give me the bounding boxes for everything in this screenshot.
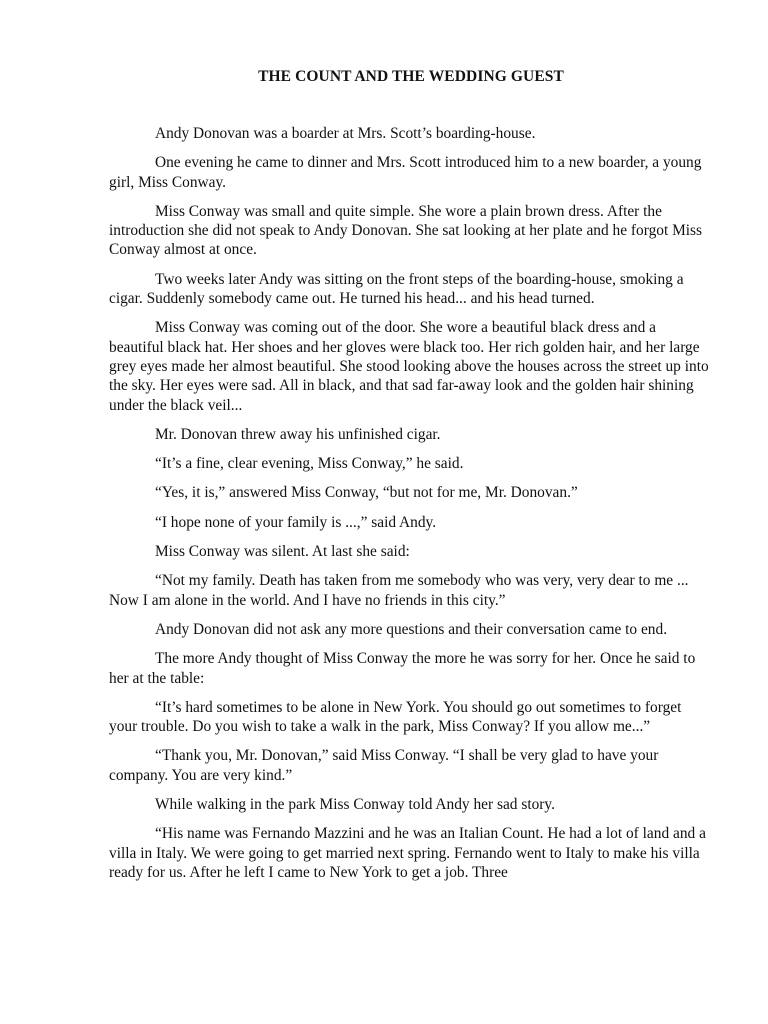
paragraph-7: “It’s a fine, clear evening, Miss Conway,” he said.	[155, 455, 464, 473]
paragraph-3: Miss Conway was small and quite simple. She wore a plain brown dress. After the introduction she did not speak to Andy Donovan. She sat looking at her plate and he forgot Miss Conway almost at once.	[109, 202, 703, 259]
paragraph-4: Two weeks later Andy was sitting on the front steps of the boarding-house, smoking a cigar. Suddenly somebody came out. He turned his head... and his head turned.	[109, 270, 684, 308]
paragraph-2: One evening he came to dinner and Mrs. Scott introduced him to a new boarder, a young girl, Miss Conway.	[109, 154, 702, 191]
paragraph-12: Andy Donovan did not ask any more questions and their conversation came to end.	[155, 620, 668, 638]
paragraph-13: The more Andy thought of Miss Conway the more he was sorry for her. Once he said to her at the table:	[109, 650, 696, 687]
paragraph-5: Miss Conway was coming out of the door. She wore a beautiful black dress and a beautiful black hat. Her shoes and her gloves were black too. Her rich golden hair, and her large grey eyes made her almost beautiful. She stood looking above the houses across the street up into the sky. Her eyes were sad. All in black, and that sad far-away look and the golden hair shining under the black veil...	[109, 319, 709, 414]
paragraph-10: Miss Conway was silent. At last she said:	[155, 543, 410, 561]
paragraph-17: “His name was Fernando Mazzini and he was an Italian Count. He had a lot of land and a villa in Italy. We were going to get married next spring. Fernando went to Italy to make his villa ready for us. After he left I came to New York to get a job. Three	[109, 825, 706, 881]
paragraph-15: “Thank you, Mr. Donovan,” said Miss Conway. “I shall be very glad to have your company. You are very kind.”	[109, 747, 659, 784]
paragraph-16: While walking in the park Miss Conway told Andy her sad story.	[155, 796, 555, 814]
document-body	[109, 124, 713, 892]
paragraph-8: “Yes, it is,” answered Miss Conway, “but not for me, Mr. Donovan.”	[155, 484, 578, 502]
paragraph-14: “It’s hard sometimes to be alone in New York. You should go out sometimes to forget your trouble. Do you wish to take a walk in the park, Miss Conway? If you allow me...”	[109, 698, 682, 736]
paragraph-1: Andy Donovan was a boarder at Mrs. Scott’s boarding-house.	[155, 125, 536, 142]
paragraph-11: “Not my family. Death has taken from me somebody who was very, very dear to me ... Now I am alone in the world. And I have no friends in this city.”	[109, 572, 689, 609]
paragraph-6: Mr. Donovan threw away his unfinished cigar.	[155, 425, 441, 443]
document-title: THE COUNT AND THE WEDDING GUEST	[258, 68, 564, 85]
paragraph-9: “I hope none of your family is ...,” said Andy.	[155, 513, 437, 531]
